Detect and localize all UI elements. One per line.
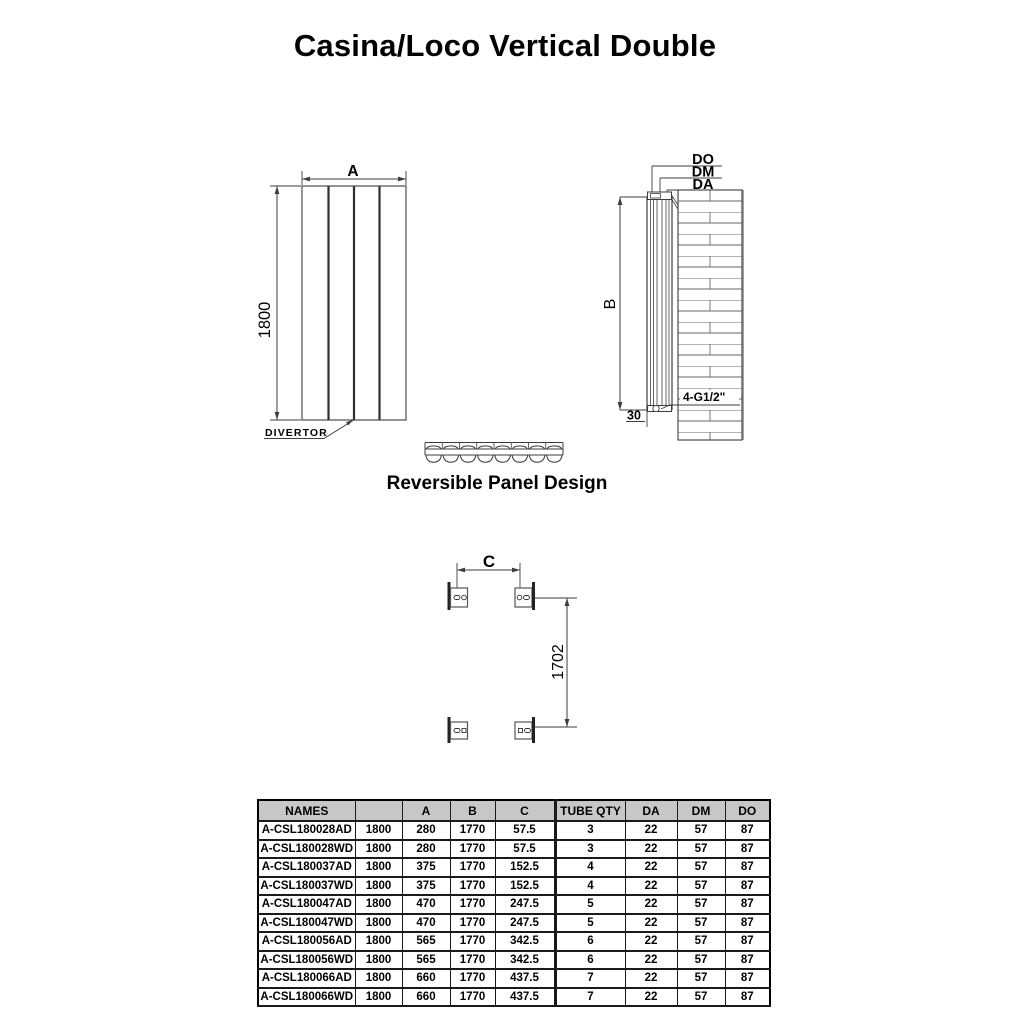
- column-header: TUBE QTY: [555, 800, 625, 821]
- table-cell: 470: [402, 914, 450, 933]
- table-cell: 57.5: [495, 821, 555, 840]
- table-cell: 57: [677, 877, 725, 896]
- table-cell: 57: [677, 914, 725, 933]
- table-cell: 1800: [355, 969, 402, 988]
- table-cell: 87: [725, 877, 770, 896]
- table-cell: 22: [625, 932, 677, 951]
- mounting-bracket: [515, 717, 535, 743]
- table-row: [258, 969, 770, 988]
- mounting-bracket: [448, 582, 468, 610]
- table-cell: 1770: [450, 858, 495, 877]
- front-view-drawing: [240, 150, 440, 450]
- table-cell: 1770: [450, 914, 495, 933]
- table-cell: 4: [555, 877, 625, 896]
- page-title: Casina/Loco Vertical Double: [293, 28, 717, 63]
- table-cell: 5: [555, 895, 625, 914]
- table-cell: 375: [402, 858, 450, 877]
- table-cell: 1800: [355, 988, 402, 1007]
- panel-section-drawing: [420, 435, 570, 470]
- table-cell: 57: [677, 858, 725, 877]
- table-cell: A-CSL180066AD: [258, 969, 355, 988]
- table-cell: 1770: [450, 821, 495, 840]
- table-cell: 22: [625, 821, 677, 840]
- table-row: [258, 988, 770, 1007]
- table-cell: 57: [677, 969, 725, 988]
- table-row: [258, 932, 770, 951]
- table-row: [258, 821, 770, 840]
- column-header: NAMES: [258, 800, 355, 821]
- table-cell: 1770: [450, 969, 495, 988]
- table-cell: 375: [402, 877, 450, 896]
- table-cell: 87: [725, 840, 770, 859]
- table-cell: 1800: [355, 840, 402, 859]
- table-cell: 1770: [450, 951, 495, 970]
- table-cell: 6: [555, 932, 625, 951]
- table-cell: 437.5: [495, 969, 555, 988]
- table-cell: 437.5: [495, 988, 555, 1007]
- table-row: [258, 951, 770, 970]
- table-cell: 1800: [355, 932, 402, 951]
- table-cell: A-CSL180047WD: [258, 914, 355, 933]
- table-cell: 3: [555, 840, 625, 859]
- table-cell: 280: [402, 840, 450, 859]
- table-cell: 22: [625, 895, 677, 914]
- column-header: B: [450, 800, 495, 821]
- table-cell: 22: [625, 858, 677, 877]
- table-cell: 247.5: [495, 914, 555, 933]
- dim-30-label: 30: [627, 408, 641, 423]
- table-cell: 5: [555, 914, 625, 933]
- table-cell: 1800: [355, 821, 402, 840]
- column-header: DO: [725, 800, 770, 821]
- dim-1702-label: 1702: [550, 644, 567, 680]
- table-cell: 87: [725, 988, 770, 1007]
- table-cell: 6: [555, 951, 625, 970]
- column-header: C: [495, 800, 555, 821]
- table-cell: 342.5: [495, 951, 555, 970]
- table-cell: 1770: [450, 988, 495, 1007]
- dim-dm-label: DM: [691, 164, 715, 181]
- column-header: DM: [677, 800, 725, 821]
- table-cell: A-CSL180047AD: [258, 895, 355, 914]
- table-row: [258, 840, 770, 859]
- table-row: [258, 877, 770, 896]
- header-row: [258, 800, 770, 821]
- table-cell: 57: [677, 988, 725, 1007]
- table-cell: 22: [625, 840, 677, 859]
- table-cell: 1770: [450, 932, 495, 951]
- table-cell: 342.5: [495, 932, 555, 951]
- table-cell: 87: [725, 895, 770, 914]
- table-cell: 22: [625, 914, 677, 933]
- connection-label: 4-G1/2": [683, 390, 726, 404]
- table-cell: 57: [677, 951, 725, 970]
- table-cell: 57: [677, 895, 725, 914]
- table-cell: 87: [725, 969, 770, 988]
- table-cell: 87: [725, 932, 770, 951]
- table-cell: 1800: [355, 914, 402, 933]
- mounting-bracket: [515, 582, 535, 610]
- table-cell: A-CSL180056AD: [258, 932, 355, 951]
- dim-a-label: A: [347, 163, 359, 180]
- table-cell: 22: [625, 988, 677, 1007]
- dim-1800-label: 1800: [256, 301, 274, 339]
- table-cell: 57: [677, 840, 725, 859]
- table-cell: A-CSL180056WD: [258, 951, 355, 970]
- table-cell: 1770: [450, 840, 495, 859]
- table-cell: 1800: [355, 858, 402, 877]
- column-header: [355, 800, 402, 821]
- mounting-diagram: [430, 545, 600, 765]
- spec-table: [257, 799, 771, 1007]
- mounting-bracket: [448, 717, 468, 743]
- table-cell: 57: [677, 821, 725, 840]
- table-cell: 660: [402, 988, 450, 1007]
- dim-do-label: DO: [692, 152, 714, 168]
- dim-b-label: B: [602, 298, 619, 310]
- table-cell: 1800: [355, 895, 402, 914]
- table-cell: 1770: [450, 895, 495, 914]
- table-cell: 57: [677, 932, 725, 951]
- table-cell: 87: [725, 858, 770, 877]
- table-cell: A-CSL180037WD: [258, 877, 355, 896]
- column-header: A: [402, 800, 450, 821]
- table-cell: 280: [402, 821, 450, 840]
- table-cell: 22: [625, 969, 677, 988]
- table-cell: 22: [625, 951, 677, 970]
- table-cell: 660: [402, 969, 450, 988]
- divertor-label: DIVERTOR: [265, 427, 328, 439]
- dim-da-label: DA: [692, 177, 714, 193]
- table-cell: 152.5: [495, 877, 555, 896]
- table-cell: A-CSL180028AD: [258, 821, 355, 840]
- panel-design-caption: Reversible Panel Design: [386, 473, 608, 494]
- table-cell: A-CSL180037AD: [258, 858, 355, 877]
- column-header: DA: [625, 800, 677, 821]
- table-cell: 7: [555, 969, 625, 988]
- table-cell: 247.5: [495, 895, 555, 914]
- table-cell: 565: [402, 951, 450, 970]
- dim-c-label: C: [482, 552, 496, 571]
- table-cell: 87: [725, 951, 770, 970]
- table-cell: 565: [402, 932, 450, 951]
- table-row: [258, 895, 770, 914]
- table-cell: A-CSL180028WD: [258, 840, 355, 859]
- table-cell: 1800: [355, 951, 402, 970]
- radiator-profile: [647, 192, 678, 412]
- side-view-drawing: [600, 148, 770, 448]
- table-cell: 4: [555, 858, 625, 877]
- table-cell: 87: [725, 914, 770, 933]
- table-cell: 1770: [450, 877, 495, 896]
- table-cell: 470: [402, 895, 450, 914]
- table-cell: 57.5: [495, 840, 555, 859]
- table-row: [258, 914, 770, 933]
- table-cell: 3: [555, 821, 625, 840]
- table-body: [258, 821, 770, 1006]
- table-cell: 87: [725, 821, 770, 840]
- table-cell: A-CSL180066WD: [258, 988, 355, 1007]
- table-cell: 152.5: [495, 858, 555, 877]
- table-cell: 22: [625, 877, 677, 896]
- table-cell: 7: [555, 988, 625, 1007]
- table-row: [258, 858, 770, 877]
- table-cell: 1800: [355, 877, 402, 896]
